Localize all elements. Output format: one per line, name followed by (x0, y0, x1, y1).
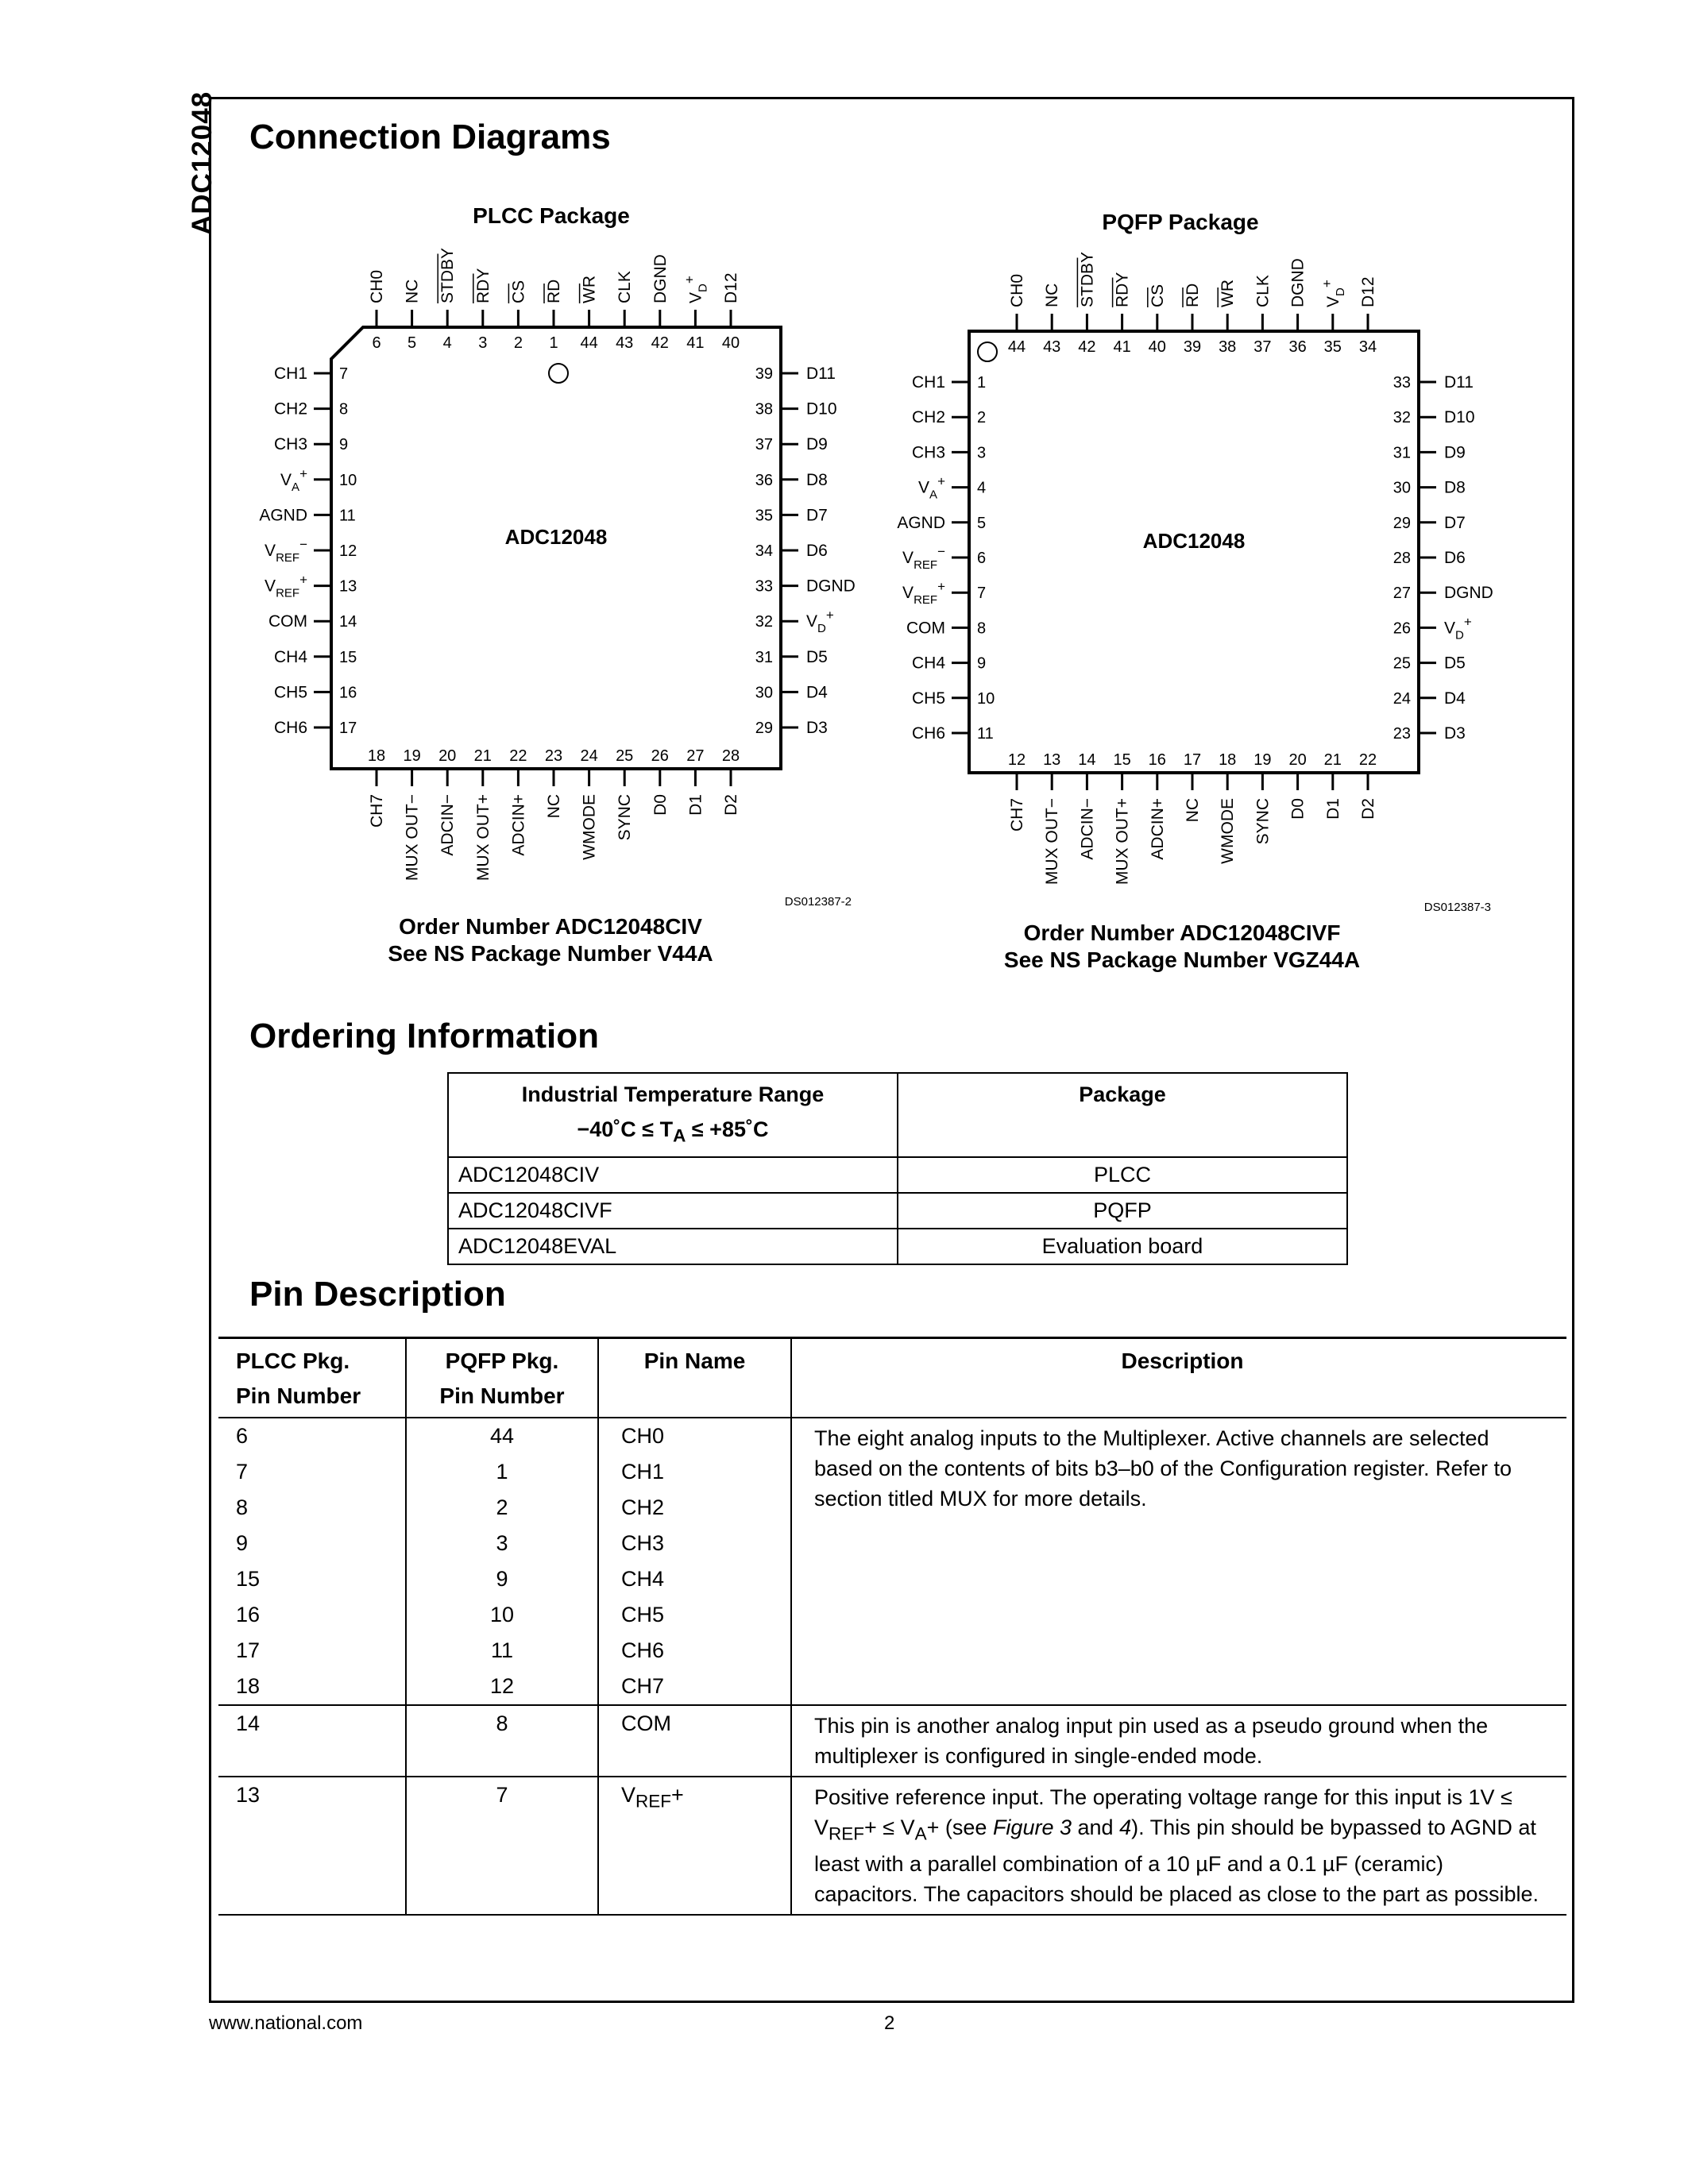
pin-number: 2 (496, 1495, 508, 1519)
ordering-header-temp: Industrial Temperature Range −40˚C ≤ $T_A$ ≤ +85˚C (448, 1073, 898, 1157)
pin-number: 11 (977, 725, 994, 743)
pin-label: D0 (651, 794, 670, 816)
pin-number: 24 (580, 747, 598, 765)
pin-name: CH0 (621, 1424, 665, 1448)
pin-label: RD (1184, 283, 1202, 307)
pin-label: DGND (806, 577, 856, 596)
pin-label: RDY (473, 268, 492, 303)
pin-label: CH1 (911, 373, 945, 392)
pin-number: 30 (1393, 479, 1411, 497)
pin-names (597, 1418, 790, 1704)
pin-label: SYNC (616, 794, 635, 841)
pin-number: 27 (686, 747, 705, 765)
pin-number: 29 (755, 720, 773, 737)
footer-page-number: 2 (884, 2012, 895, 2034)
pin-number: 38 (755, 400, 773, 419)
pin-number: 31 (755, 648, 773, 666)
pin-number: 11 (339, 507, 356, 525)
pin-label: MUX OUT+ (473, 794, 492, 882)
pin-label: $V_D^+$ (806, 608, 834, 636)
pin-number: 23 (1393, 725, 1411, 743)
pin-number: 9 (236, 1531, 249, 1555)
pin-number: 11 (490, 1638, 514, 1662)
pin-number: 37 (1253, 338, 1272, 356)
pin-number: 16 (236, 1603, 261, 1626)
pin-number: 38 (1219, 338, 1237, 356)
pin-label: CH5 (911, 689, 945, 708)
pin-number: 15 (1113, 751, 1131, 769)
pin-label: $V_A^+$ (918, 473, 945, 502)
pin-label: D7 (1444, 513, 1466, 532)
pin-description: Positive reference input. The operating voltage range for this input is $1V \le V_{REF}+ \le V_A+ (see$ Figure 3 and 4). This pin should be bypassed to AGND at least with a parallel combination of a 10 µF and a 0.1 µF (ceramic) capacitors. The capacitors should be placed as close to the part as possible. (790, 1777, 1566, 1914)
pin-number: 29 (1393, 514, 1411, 532)
pin-number: 28 (1393, 550, 1411, 567)
table-row: 14 8 COM This pin is another analog input pin used as a pseudo ground when the multiplexer is configured in single-ended mode. (218, 1706, 1566, 1777)
pin-number: 33 (755, 577, 773, 596)
pin-label: CH6 (911, 724, 945, 743)
drawing-code: DS012387-3 (1423, 901, 1491, 914)
pin-number: 13 (339, 577, 357, 596)
pin-name: CH4 (621, 1567, 665, 1591)
side-title: ADC12048 (187, 91, 218, 235)
pin-number: 39 (755, 365, 773, 383)
pin-label: DGND (651, 254, 670, 303)
pin-label: NC (403, 279, 422, 303)
pin-number: 12 (489, 1674, 515, 1698)
pin-label: CLK (1253, 275, 1273, 307)
pin-number: 14 (339, 613, 357, 631)
pin-label: DGND (1444, 584, 1493, 603)
pin-number: 1 (549, 334, 558, 352)
pin-number: 7 (339, 365, 349, 383)
pin-number: 9 (977, 654, 987, 673)
pin-number: 15 (339, 648, 357, 666)
pin-number: 20 (438, 747, 457, 765)
pin-number: 34 (755, 542, 773, 560)
pin-label: MUX OUT+ (1113, 798, 1132, 886)
pin-number: 22 (509, 747, 527, 765)
pin-pqfp-numbers (405, 1418, 597, 1704)
chip-name: ADC12048 (504, 525, 608, 549)
pin-number: 5 (408, 334, 417, 352)
pin-label: D6 (806, 542, 828, 560)
pin-number: 17 (236, 1638, 261, 1662)
pin-label: CH0 (368, 269, 386, 303)
pin-label: $V_{REF}^-$ (902, 544, 945, 572)
ordering-table (447, 1072, 1348, 1265)
pin-number: 20 (1288, 751, 1307, 769)
pin-number: 42 (1078, 338, 1096, 356)
pin-label: NC (545, 794, 563, 819)
pin-label: CLK (616, 271, 635, 303)
pin-label: $V_A^+$ (280, 465, 307, 494)
pin-number: 8 (339, 400, 349, 419)
pin-table-header: PLCC Pkg. Pin Number PQFP Pkg. Pin Number Pin Name Description (218, 1337, 1566, 1418)
heading-ordering-information: Ordering Information (249, 1017, 599, 1055)
pin-name: CH3 (621, 1531, 665, 1555)
plcc-title: PLCC Package (473, 203, 630, 228)
pin-number: 14 (1078, 751, 1096, 769)
pin-name: CH1 (621, 1460, 665, 1484)
pin-label: CH2 (911, 408, 945, 427)
pin-number: 10 (339, 471, 357, 489)
pin-number: 18 (367, 747, 386, 765)
pin-label: D8 (1444, 478, 1466, 497)
pin-description-table (218, 1337, 1566, 1916)
pin-number: 36 (1288, 338, 1307, 356)
pin-number: 39 (1183, 338, 1202, 356)
pin-label: D1 (686, 794, 705, 816)
pin-number: 37 (755, 436, 773, 454)
pin-label: RD (545, 279, 563, 303)
pin-number: 4 (442, 334, 452, 352)
plcc-diagram (238, 238, 890, 921)
pin-label: CH3 (273, 435, 307, 454)
pin-number: 3 (977, 444, 987, 462)
pin-label: STDBY (438, 247, 458, 303)
pin-number: 2 (977, 409, 987, 427)
pin-number: 5 (977, 514, 987, 532)
pin-number: 23 (544, 747, 563, 765)
pin-number: 28 (721, 747, 740, 765)
pin-label: CH3 (911, 443, 945, 462)
pin-number: 7 (977, 585, 987, 603)
pin-label: D12 (722, 272, 740, 303)
pin-number: 41 (686, 334, 705, 352)
pin-label: D11 (1444, 373, 1474, 392)
pin-number: 41 (1113, 338, 1131, 356)
pin-number: 34 (1358, 338, 1377, 356)
heading-connection-diagrams: Connection Diagrams (249, 118, 611, 156)
pin-label: D4 (1444, 689, 1466, 708)
pin-label: CS (1148, 284, 1167, 307)
pqfp-title: PQFP Package (1102, 210, 1259, 234)
pin-label: WMODE (1219, 798, 1238, 864)
ordering-header-row (448, 1073, 1347, 1157)
heading-pin-description: Pin Description (249, 1275, 506, 1314)
pin-number: 43 (1043, 338, 1061, 356)
pqfp-diagram (866, 242, 1517, 925)
pin-label: D5 (806, 647, 828, 666)
pin-label: D7 (806, 506, 828, 525)
pin-label: AGND (897, 513, 945, 532)
pin-name: CH2 (621, 1495, 665, 1519)
pin-label: D10 (1444, 408, 1475, 427)
pin-label: CH4 (911, 654, 945, 673)
pin-name: CH6 (621, 1638, 665, 1662)
pin-number: 30 (755, 684, 773, 702)
pin-label: D5 (1444, 654, 1466, 673)
pin-description: This pin is another analog input pin used as a pseudo ground when the multiplexer is configured in single-ended mode. (790, 1706, 1566, 1776)
pin-plcc-numbers (218, 1418, 405, 1704)
pin-number: 9 (496, 1567, 508, 1591)
pin-number: 43 (616, 334, 634, 352)
pin-number: 22 (1358, 751, 1377, 769)
pin-number: 32 (755, 613, 773, 631)
pin-number: 18 (236, 1674, 261, 1698)
pin-number: 35 (755, 507, 773, 525)
pin-number: 12 (1007, 751, 1026, 769)
pin-label: CH5 (273, 683, 307, 702)
pin-number: 40 (721, 334, 740, 352)
pin-number: 24 (1393, 689, 1411, 708)
pin-number: 35 (1323, 338, 1342, 356)
pin-label: CH2 (273, 399, 307, 419)
ordering-header-package: Package (898, 1073, 1347, 1157)
pin-number: 6 (977, 550, 987, 567)
pin-number: 19 (403, 747, 421, 765)
pin-label: D2 (1359, 798, 1377, 820)
pin-label: MUX OUT− (403, 794, 422, 882)
table-row (218, 1418, 1566, 1706)
pqfp-order-number: Order Number ADC12048CIVF (1023, 920, 1341, 945)
pin-label: D0 (1288, 798, 1308, 820)
pin-number: 6 (372, 334, 381, 352)
pin-number: 32 (1393, 409, 1411, 427)
pin-number: 6 (236, 1424, 249, 1448)
pin-label: $V_D^+$ (1444, 614, 1472, 642)
pin-label: CH7 (1008, 798, 1026, 832)
pin-label: ADCIN− (1078, 798, 1097, 860)
pin-number: 44 (580, 334, 598, 352)
pin-label: CH1 (273, 365, 307, 383)
pin-number: 16 (1148, 751, 1166, 769)
pin-label: CH7 (368, 794, 386, 828)
pin-label: ADCIN+ (1148, 798, 1167, 860)
table-row: 13 7 $V_{REF}+$ Positive reference input. The operating voltage range for this input is $1V \le V_{REF}+ \le V_A+ (see$ Figure 3 and 4). This pin should be bypassed to AGND at least with a parallel combination of a 10 µF and a 0.1 µF (ceramic) capacitors. The capacitors should be placed as close to the part as possible. (218, 1777, 1566, 1916)
plcc-order-number: Order Number ADC12048CIV (399, 914, 702, 939)
pin-number: 18 (1219, 751, 1237, 769)
pin-number: 8 (977, 619, 987, 638)
pin-number: 13 (1043, 751, 1061, 769)
pin-label: WMODE (580, 794, 599, 860)
table-row: ADC12048EVAL Evaluation board (448, 1229, 1347, 1264)
pqfp-order (880, 920, 1484, 974)
pin1-marker (978, 342, 997, 361)
pin-number: 8 (236, 1495, 249, 1519)
pin-label: D2 (722, 794, 740, 816)
plcc-order (249, 913, 852, 967)
footer-website: www.national.com (209, 2012, 363, 2034)
chip-name: ADC12048 (1142, 529, 1246, 553)
pin-label: CH4 (273, 647, 307, 666)
pin-label: NC (1043, 283, 1062, 307)
pin-label: ADCIN− (438, 794, 458, 856)
pin1-marker (549, 364, 568, 383)
pin-number: 33 (1393, 374, 1411, 392)
pin-number: 2 (513, 334, 523, 352)
pin-label: RDY (1113, 272, 1132, 307)
pin-name: CH5 (621, 1603, 665, 1626)
pin-number: 26 (1393, 619, 1411, 638)
pin-label: AGND (259, 506, 307, 525)
pin-label: DGND (1288, 258, 1308, 307)
pin-label: COM (906, 619, 945, 638)
pin-number: 3 (496, 1531, 508, 1555)
pin-number: 36 (755, 471, 773, 489)
pin-label: D9 (1444, 443, 1466, 462)
pin-number: 9 (339, 436, 349, 454)
pin-name: CH7 (621, 1674, 665, 1698)
pin-label: $V_D^+$ (1319, 280, 1347, 307)
pin-number: 42 (651, 334, 669, 352)
pin-number: 25 (616, 747, 634, 765)
table-row: ADC12048CIVF PQFP (448, 1193, 1347, 1229)
pqfp-package-number: See NS Package Number VGZ44A (1003, 947, 1361, 972)
pin-number: 27 (1393, 585, 1411, 603)
pin-number: 10 (977, 689, 995, 708)
plcc-package-number: See NS Package Number V44A (388, 941, 713, 966)
pin-label: MUX OUT− (1043, 798, 1062, 886)
pin-label: D1 (1323, 798, 1342, 820)
pin-number: 1 (496, 1460, 508, 1484)
pin-label: $V_{REF}^-$ (265, 537, 307, 565)
pin-label: CH0 (1008, 273, 1026, 307)
table-row: ADC12048CIV PLCC (448, 1157, 1347, 1193)
pin-label: WR (1219, 280, 1238, 307)
pin-number: 7 (236, 1460, 249, 1484)
pin-label: SYNC (1253, 798, 1273, 845)
pin-label: NC (1184, 798, 1202, 823)
pin-number: 12 (339, 542, 357, 560)
pin-label: ADCIN+ (509, 794, 528, 856)
pin-label: $V_D^+$ (682, 276, 710, 303)
pin-number: 10 (489, 1603, 515, 1626)
pin-number: 3 (478, 334, 488, 352)
pin-label: STDBY (1078, 251, 1097, 307)
pin-number: 21 (1323, 751, 1342, 769)
pin-number: 44 (1007, 338, 1026, 356)
pin-description: The eight analog inputs to the Multiplexer. Active channels are selected based on the contents of bits b3–b0 of the Configuration register. Refer to section titled MUX for more details. (790, 1418, 1566, 1704)
pin-label: D3 (806, 719, 828, 737)
pin-label: $V_{REF}^+$ (902, 579, 945, 608)
pin-number: 4 (977, 479, 987, 497)
pin-label: D11 (806, 365, 836, 383)
pin-label: D6 (1444, 549, 1466, 567)
pin-label: $V_{REF}^+$ (265, 572, 307, 600)
pin-label: WR (580, 276, 599, 303)
pin-number: 31 (1393, 444, 1411, 462)
pin-number: 17 (339, 720, 357, 737)
pin-label: CS (509, 280, 528, 303)
pin-number: 16 (339, 684, 357, 702)
drawing-code: DS012387-2 (784, 895, 852, 909)
pin-label: COM (268, 612, 307, 631)
pin-label: D10 (806, 399, 837, 419)
pin-number: 17 (1183, 751, 1202, 769)
pin-number: 26 (651, 747, 669, 765)
pin-number: 19 (1253, 751, 1272, 769)
pin-number: 15 (236, 1567, 261, 1591)
pin-number: 1 (977, 374, 987, 392)
pin-number: 44 (489, 1424, 515, 1448)
pin-label: CH6 (273, 719, 307, 737)
pin-number: 21 (473, 747, 492, 765)
pin-number: 40 (1148, 338, 1166, 356)
pin-label: D9 (806, 435, 828, 454)
pin-number: 25 (1393, 654, 1411, 673)
pin-label: D3 (1444, 724, 1466, 743)
pin-label: D4 (806, 683, 828, 702)
pin-label: D12 (1359, 276, 1377, 307)
pin-label: D8 (806, 470, 828, 489)
